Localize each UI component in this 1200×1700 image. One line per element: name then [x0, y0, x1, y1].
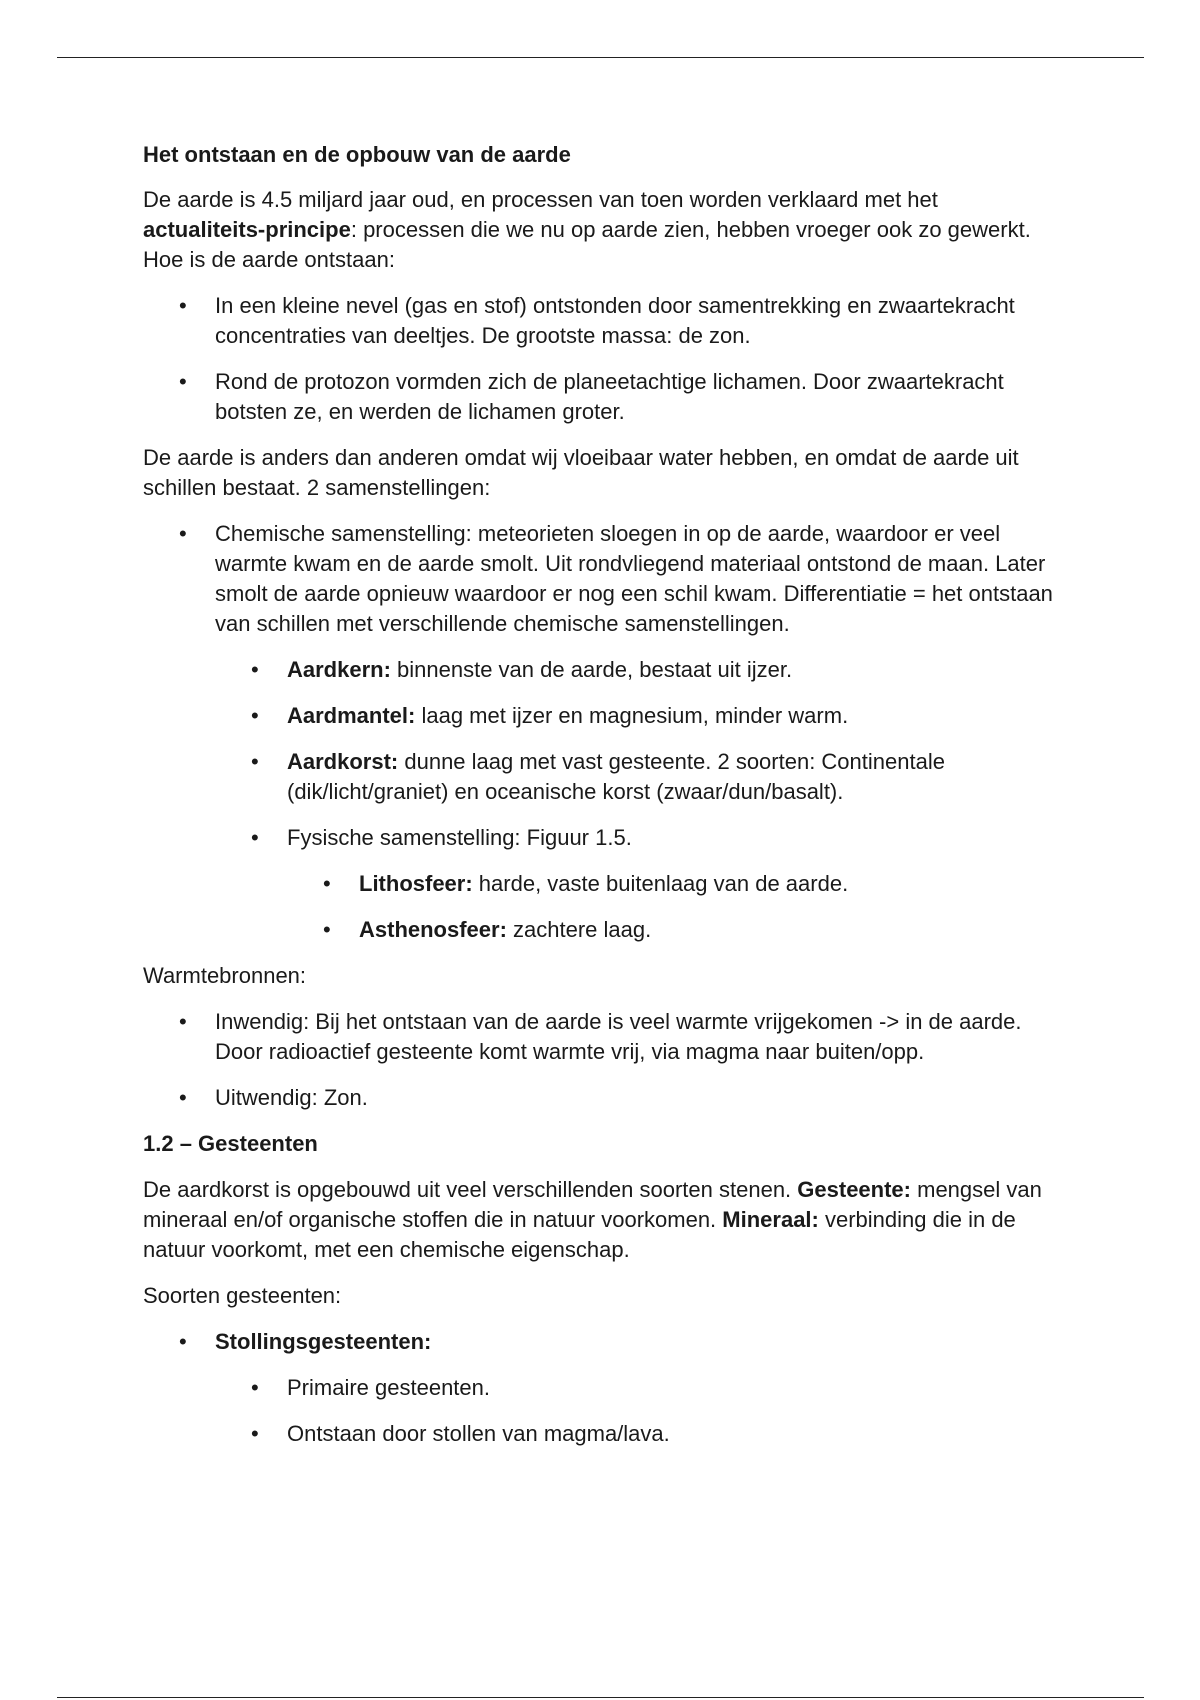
heat-sources-label: Warmtebronnen:	[143, 963, 307, 988]
term-gesteente: Gesteente:	[797, 1177, 911, 1202]
layer-list	[287, 655, 1063, 945]
definition: zachtere laag.	[506, 917, 652, 942]
definition: laag met ijzer en magnesium, minder warm.	[415, 703, 849, 728]
composition-list	[215, 519, 1063, 945]
list-item: • Uitwendig: Zon.	[215, 1083, 1063, 1113]
list-item-asthenosfeer	[359, 915, 1063, 945]
igneous-list	[287, 1373, 1063, 1449]
list-item: • Rond de protozon vormden zich de planeetachtige lichamen. Door zwaartekracht botsten ze, en werden de lichamen groter.	[215, 367, 1063, 427]
heat-list	[215, 1007, 1063, 1113]
term: Aardkern:	[287, 657, 391, 682]
list-item: • Inwendig: Bij het ontstaan van de aarde is veel warmte vrijgekomen -> in de aarde. Door radioactief gesteente komt warmte vrij, via magma naar buiten/opp.	[215, 1007, 1063, 1067]
rocks-paragraph	[143, 1175, 1063, 1265]
list-item: • In een kleine nevel (gas en stof) ontstonden door samentrekking en zwaartekracht concentraties van deeltjes. De grootste massa: de zon.	[215, 291, 1063, 351]
term: Asthenosfeer:	[359, 917, 507, 942]
rocks-text-2: mengsel van mineraal en/of organische stoffen die in natuur voorkomen.	[143, 1177, 1042, 1232]
list-item-aardmantel	[287, 701, 1063, 731]
term: Lithosfeer:	[359, 871, 473, 896]
rocks-text-3: verbinding die in de natuur voorkomt, met een chemische eigenschap.	[143, 1207, 1016, 1262]
list-item-physical	[287, 823, 1063, 945]
section-heading: 1.2 – Gesteenten	[143, 1131, 318, 1156]
list-item-lithosfeer	[359, 869, 1063, 899]
definition: harde, vaste buitenlaag van de aarde.	[472, 871, 849, 896]
rock-types-label: Soorten gesteenten:	[143, 1283, 342, 1308]
list-item-aardkern	[287, 655, 1063, 685]
term-mineraal: Mineraal:	[722, 1207, 819, 1232]
physical-composition-text: Fysische samenstelling: Figuur 1.5.	[287, 825, 632, 850]
origin-list	[215, 291, 1063, 427]
bottom-rule	[57, 1697, 1144, 1698]
list-item-aardkorst	[287, 747, 1063, 807]
definition: dunne laag met vast gesteente. 2 soorten: Continentale (dik/licht/graniet) en oceanische korst (zwaar/dun/basalt).	[287, 749, 945, 804]
intro-paragraph	[143, 185, 1063, 275]
document-title: Het ontstaan en de opbouw van de aarde	[143, 142, 571, 167]
intro-text-1: De aarde is 4.5 miljard jaar oud, en processen van toen worden verklaard met het	[143, 187, 938, 212]
chemical-composition-text: Chemische samenstelling: meteorieten sloegen in op de aarde, waardoor er veel warmte kwam en de aarde smolt. Uit rondvliegend materiaal ontstond de maan. Later smolt de aarde opnieuw waardoor er nog een schil kwam. Differentiatie = het ontstaan van schillen met verschillende chemische samenstellingen.	[215, 521, 1053, 636]
top-rule	[57, 57, 1144, 58]
list-item: • Primaire gesteenten.	[287, 1373, 1063, 1403]
intro-text-2: : processen die we nu op aarde zien, hebben vroeger ook zo gewerkt. Hoe is de aarde ontstaan:	[143, 217, 1031, 272]
term: Aardmantel:	[287, 703, 416, 728]
list-item: • Ontstaan door stollen van magma/lava.	[287, 1419, 1063, 1449]
term-stollingsgesteenten: Stollingsgesteenten:	[215, 1329, 432, 1354]
composition-paragraph: De aarde is anders dan anderen omdat wij vloeibaar water hebben, en omdat de aarde uit schillen bestaat. 2 samenstellingen:	[143, 445, 1019, 500]
rocks-text-1: De aardkorst is opgebouwd uit veel verschillenden soorten stenen.	[143, 1177, 798, 1202]
list-item-chemical	[215, 519, 1063, 945]
list-item-igneous	[215, 1327, 1063, 1449]
physical-layer-list	[359, 869, 1063, 945]
term-actualiteits-principe: actualiteits-principe	[143, 217, 351, 242]
term: Aardkorst:	[287, 749, 399, 774]
definition: binnenste van de aarde, bestaat uit ijzer.	[390, 657, 793, 682]
rock-types-list	[215, 1327, 1063, 1449]
document-body	[143, 140, 1063, 1465]
